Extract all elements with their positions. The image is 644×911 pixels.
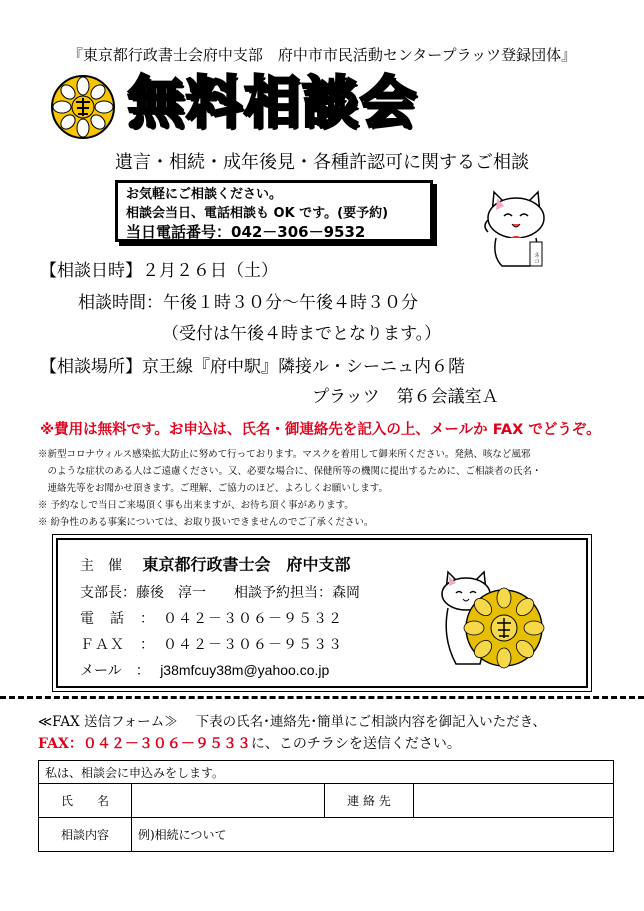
cut-line [0,696,644,699]
mail-link[interactable]: j38mfcuy38m@yahoo.co.jp [160,662,330,678]
callout-phone: 当日電話番号：042－306－9532 [126,223,366,241]
cat-with-emblem-icon [436,568,546,672]
reception-line: （受付は午後４時までとなります。） [162,324,442,344]
date-row [40,258,278,284]
application-form [38,760,614,852]
host-value: 東京都行政書士会 府中支部 [142,555,351,574]
contact-label: 連 絡 先 [325,784,414,818]
callout-line1: お気軽にご相談ください。 [126,187,283,202]
fee-notice: ※費用は無料です。お申込は、氏名・御連絡先を記入の上、メールか FAX でどうぞ。 [40,422,601,438]
notes [38,446,618,531]
content-label: 相談内容 [39,818,132,852]
name-field[interactable] [132,784,325,818]
place-label: 【相談場所】 [40,357,142,377]
place-value: 京王線『府中駅』隣接ル・シーニュ内６階 [142,357,465,377]
date-label: 【相談日時】 [40,261,142,281]
fax-suffix: に、このチラシを送信ください。 [250,736,461,752]
note-line: ※ 予約なしで当日ご来場頂く事も出来ますが、お待ち頂く事があります。 [38,500,354,511]
mascot-sign-text: ネコ [532,252,540,264]
host-label: 主 催 [80,558,122,574]
chief-line: 支部長：藤後 淳一 相談予約担当：森岡 [80,585,360,601]
gyoseishoshi-emblem-icon [50,74,116,140]
organization-line: 『東京都行政書士会府中支部 府中市市民活動センタープラッツ登録団体』 [67,46,577,64]
note-line: 連絡先等をお聞かせ頂きます。ご理解、ご協力のほど、よろしくお願いします。 [38,483,388,494]
callout-box [115,180,433,242]
mail-row [80,660,329,680]
date-value: ２月２６日（土） [142,261,278,281]
place-row [40,354,465,380]
note-line: ※新型コロナウィルス感染拡大防止に努めて行っております。マスクを着用して御来所ください。発熱、咳など風邪 [38,449,531,460]
content-field[interactable]: 例)相続について [132,818,614,852]
note-line: ※ 紛争性のある事案については、お取り扱いできませんのでご了承ください。 [38,517,374,528]
note-line: のような症状のある人はご遠慮ください。又、必要な場合に、保健所等の機関に提出するために、ご相談者の氏名・ [38,466,542,477]
subtitle: 遺言・相続・成年後見・各種許認可に関するご相談 [115,152,529,173]
time-line: 相談時間：午後１時３０分～午後４時３０分 [78,293,418,313]
name-label: 氏 名 [39,784,132,818]
apply-text: 私は、相談会に申込みをします。 [39,761,614,784]
maneki-neko-icon [472,180,560,272]
fax-form-heading: ≪FAX 送信フォーム≫ 下表の氏名･連絡先･簡単にご相談内容を御記入いただき、 [38,714,547,730]
fax-instruction [38,733,461,753]
callout-line2: 相談会当日、電話相談も OK です。(要予約) [126,206,389,221]
fax-number: FAX：０４２－３０６－９５３３ [38,736,251,752]
fax-line: ＦＡＸ ： ０４２－３０６－９５３３ [80,637,343,653]
page-title: 無料相談会 [128,71,418,136]
host-row [80,552,350,575]
tel-line: 電 話 ： ０４２－３０６－９５３２ [80,611,343,627]
place-line2: プラッツ 第６会議室Ａ [312,387,499,407]
contact-field[interactable] [414,784,614,818]
mail-label: メール ： [80,663,150,679]
